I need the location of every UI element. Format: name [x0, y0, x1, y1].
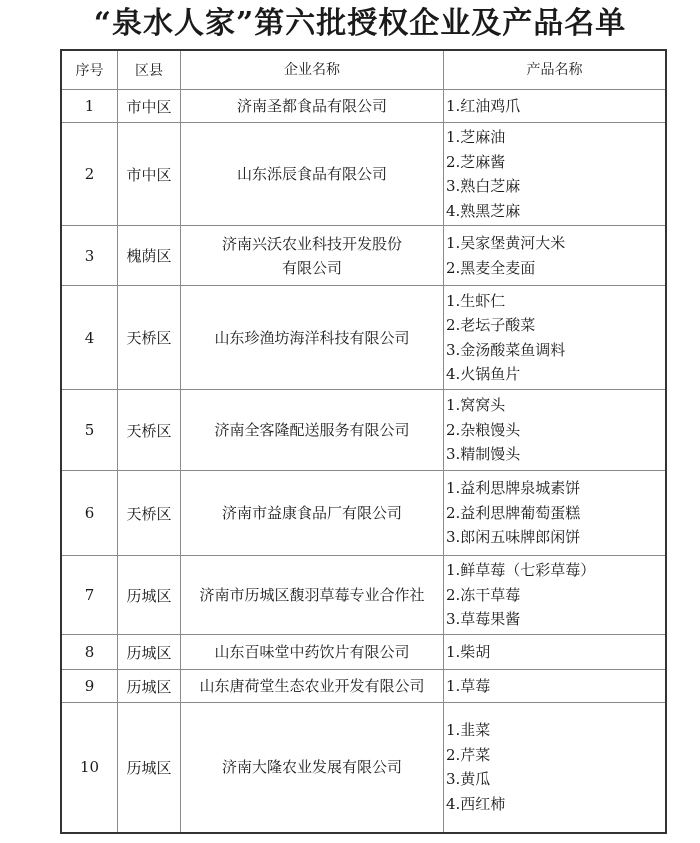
- company-name-line: 山东百味堂中药饮片有限公司: [214, 643, 410, 661]
- row-district: 历城区: [118, 670, 181, 703]
- product-item: 2.芝麻酱: [446, 152, 506, 171]
- product-item: 3.草莓果酱: [446, 610, 521, 629]
- row-products: [444, 90, 667, 123]
- table-row: [61, 635, 666, 670]
- row-district: 市中区: [118, 90, 181, 123]
- row-products: [444, 123, 667, 226]
- product-item: 4.火锅鱼片: [446, 365, 521, 383]
- row-products: [444, 556, 667, 635]
- table-row: [61, 90, 666, 123]
- table-row: [61, 286, 666, 390]
- row-number: 10: [61, 703, 118, 833]
- row-district: 历城区: [118, 556, 181, 635]
- document-title: “泉水人家”第六批授权企业及产品名单: [93, 6, 627, 41]
- company-name-line: 济南兴沃农业科技开发股份: [221, 234, 402, 253]
- company-name-line: 济南全客隆配送服务有限公司: [214, 421, 410, 439]
- row-company: [181, 670, 444, 703]
- row-company: [181, 635, 444, 670]
- product-item: 2.黑麦全麦面: [446, 258, 536, 277]
- header-no: 序号: [61, 50, 118, 90]
- row-products: [444, 670, 667, 703]
- row-district: 槐荫区: [118, 226, 181, 286]
- authorized-companies-table: [60, 49, 667, 834]
- row-district: 天桥区: [118, 471, 181, 556]
- row-number: 1: [61, 90, 118, 123]
- row-number: 7: [61, 556, 118, 635]
- row-district: 历城区: [118, 703, 181, 833]
- row-company: [181, 703, 444, 833]
- row-number: 2: [61, 123, 118, 226]
- table-header-row: [61, 50, 666, 90]
- product-item: 2.冻干草莓: [446, 585, 521, 604]
- product-item: 2.益利思牌葡萄蛋糕: [446, 503, 581, 522]
- company-name-line: 山东泺辰食品有限公司: [236, 165, 387, 183]
- product-item: 1.生虾仁: [446, 291, 506, 310]
- row-number: 5: [61, 390, 118, 471]
- row-products: [444, 471, 667, 556]
- table-row: [61, 703, 666, 833]
- product-item: 1.柴胡: [446, 642, 491, 661]
- header-company: 企业名称: [181, 50, 444, 90]
- product-item: 1.芝麻油: [446, 128, 506, 146]
- row-company: [181, 390, 444, 471]
- product-item: 3.郎闲五味牌郎闲饼: [446, 528, 581, 547]
- company-name-line: 济南市益康食品厂有限公司: [221, 504, 402, 522]
- row-company: [181, 286, 444, 390]
- row-district: 天桥区: [118, 286, 181, 390]
- table-row: [61, 471, 666, 556]
- product-item: 3.熟白芝麻: [446, 177, 521, 195]
- row-number: 3: [61, 226, 118, 286]
- row-company: [181, 556, 444, 635]
- product-item: 1.红油鸡爪: [446, 96, 521, 115]
- row-number: 9: [61, 670, 118, 703]
- table-row: [61, 226, 666, 286]
- header-district: 区县: [118, 50, 181, 90]
- row-district: 历城区: [118, 635, 181, 670]
- company-name-line: 山东珍渔坊海洋科技有限公司: [214, 328, 410, 347]
- product-item: 3.精制馒头: [446, 445, 521, 464]
- row-district: 市中区: [118, 123, 181, 226]
- product-item: 1.窝窝头: [446, 396, 506, 415]
- row-company: [181, 226, 444, 286]
- row-number: 6: [61, 471, 118, 556]
- row-products: [444, 390, 667, 471]
- company-name-line: 山东唐荷堂生态农业开发有限公司: [199, 677, 425, 695]
- row-number: 8: [61, 635, 118, 670]
- table-body: [61, 90, 666, 833]
- product-item: 1.草莓: [446, 676, 491, 695]
- company-name-line: 有限公司: [281, 258, 342, 277]
- product-item: 2.芹菜: [446, 745, 491, 764]
- row-number: 4: [61, 286, 118, 390]
- table-row: [61, 670, 666, 703]
- row-company: [181, 471, 444, 556]
- company-name-line: 济南圣都食品有限公司: [236, 97, 387, 115]
- row-products: [444, 703, 667, 833]
- product-item: 3.金汤酸菜鱼调料: [446, 340, 566, 359]
- row-products: [444, 635, 667, 670]
- table-row: [61, 390, 666, 471]
- header-products: 产品名称: [444, 50, 667, 90]
- product-item: 4.熟黑芝麻: [446, 201, 521, 220]
- company-name-line: 济南市历城区馥羽草莓专业合作社: [199, 586, 425, 604]
- product-item: 1.益利思牌泉城素饼: [446, 479, 581, 498]
- product-item: 1.鲜草莓（七彩草莓）: [446, 561, 596, 580]
- row-products: [444, 226, 667, 286]
- product-item: 4.西红柿: [446, 794, 506, 813]
- product-item: 1.韭菜: [446, 721, 491, 740]
- table-row: [61, 123, 666, 226]
- row-company: [181, 123, 444, 226]
- row-district: 天桥区: [118, 390, 181, 471]
- company-name-line: 济南大隆农业发展有限公司: [221, 758, 402, 777]
- table-row: [61, 556, 666, 635]
- row-products: [444, 286, 667, 390]
- product-item: 2.老坛子酸菜: [446, 316, 536, 334]
- product-item: 1.吴家堡黄河大米: [446, 234, 566, 252]
- product-item: 2.杂粮馒头: [446, 420, 521, 439]
- row-company: [181, 90, 444, 123]
- product-item: 3.黄瓜: [446, 770, 491, 789]
